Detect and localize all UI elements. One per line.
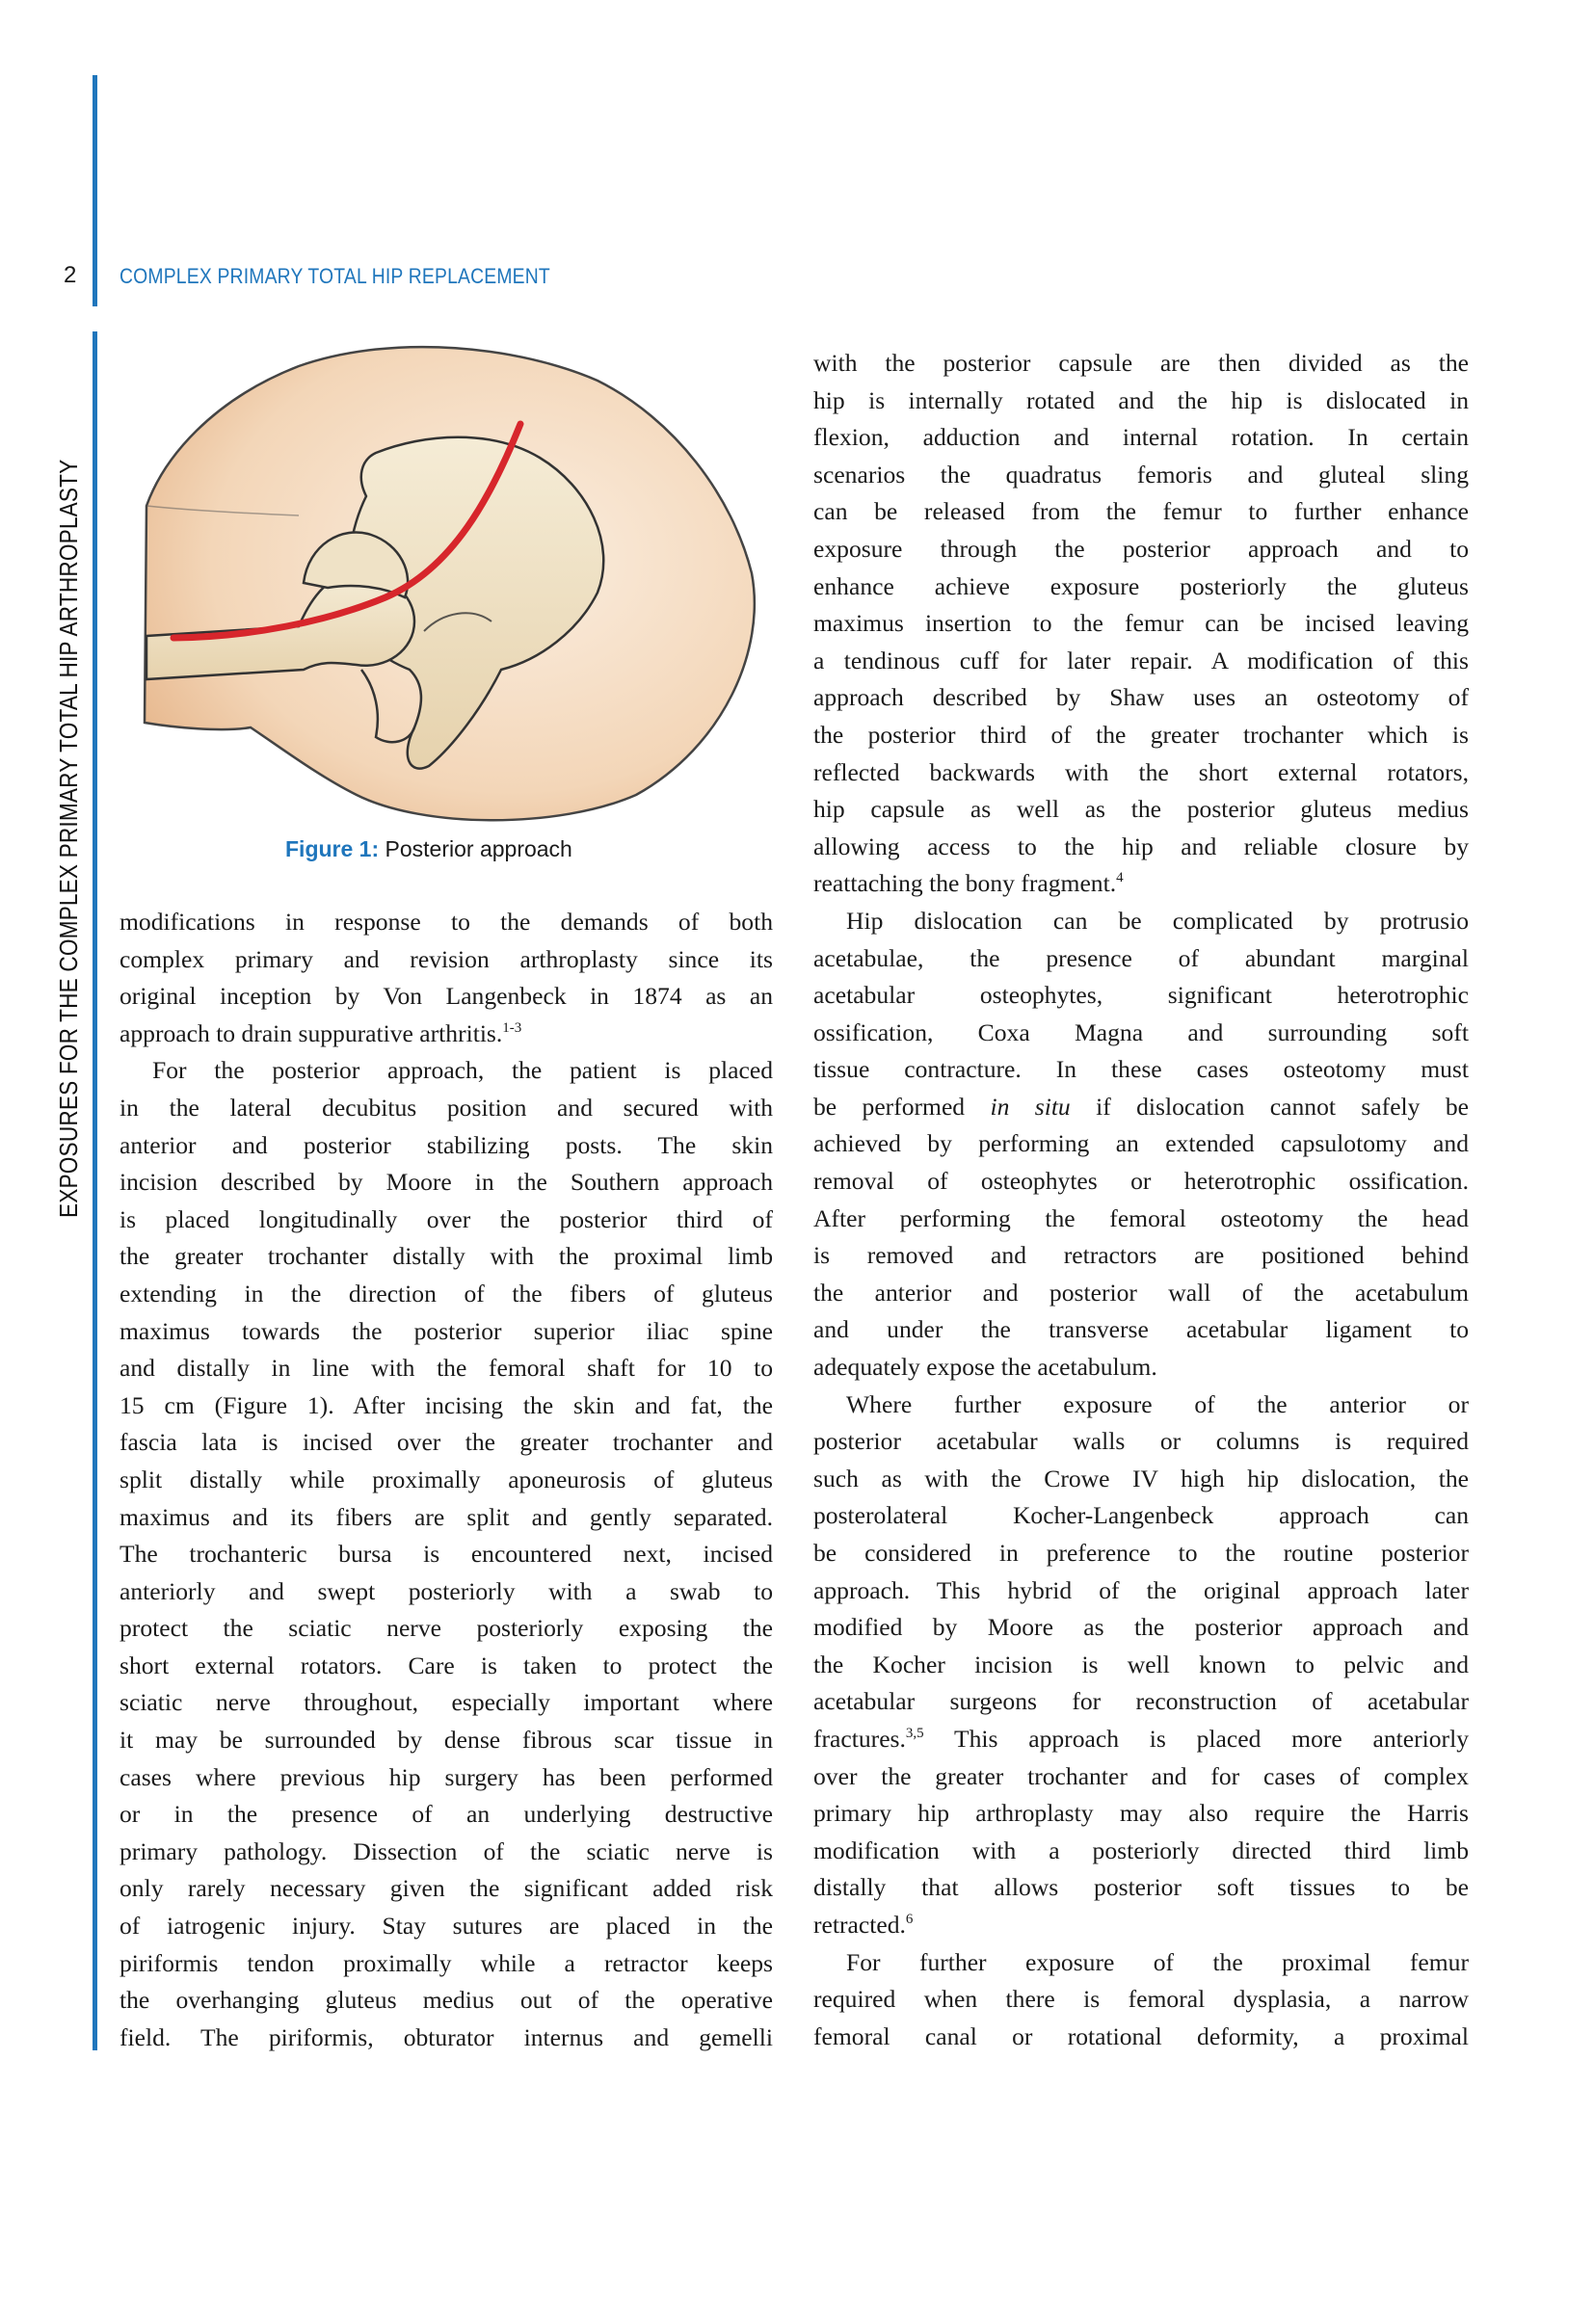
body-line: modifications in response to the demands of both (120, 908, 773, 936)
body-line: over the greater trochanter and for cases of complex (813, 1761, 1469, 1790)
body-line: removal of osteophytes or heterotrophic ossification. (813, 1167, 1469, 1196)
body-line: femoral canal or rotational deformity, a proximal (813, 2021, 1469, 2050)
citation-ref: 6 (905, 1911, 914, 1927)
page-number: 2 (64, 262, 77, 288)
body-line: For further exposure of the proximal femur (846, 1947, 1469, 1976)
body-line: sciatic nerve throughout, especially important where (120, 1688, 773, 1717)
body-line: with the posterior capsule are then divided as the (813, 349, 1469, 377)
body-line: fractures.$^{3,5}$ This approach is placed more anteriorly (813, 1724, 1469, 1753)
body-line: acetabular surgeons for reconstruction of acetabular (813, 1687, 1469, 1716)
body-line: adequately expose the acetabulum. (813, 1353, 1157, 1382)
body-line: the Kocher incision is well known to pelvic and (813, 1650, 1469, 1678)
body-line: achieved by performing an extended capsulotomy and (813, 1129, 1469, 1158)
body-line: only rarely necessary given the significant added risk (120, 1874, 773, 1903)
body-line: and under the transverse acetabular ligament to (813, 1315, 1469, 1344)
italic-term: in situ (990, 1092, 1071, 1121)
figure-caption (285, 836, 572, 862)
body-line: is placed longitudinally over the posterior third of (120, 1204, 773, 1233)
body-line: retracted.$^6$ (813, 1910, 914, 1939)
body-line: reflected backwards with the short external rotators, (813, 757, 1469, 786)
body-line: primary pathology. Dissection of the sciatic nerve is (120, 1836, 773, 1865)
body-line: cases where previous hip surgery has been performed (120, 1762, 773, 1791)
body-line: protect the sciatic nerve posteriorly exposing the (120, 1614, 773, 1643)
body-line: acetabulae, the presence of abundant marginal (813, 943, 1469, 972)
body-line: can be released from the femur to further enhance (813, 497, 1469, 526)
body-line: or in the presence of an underlying destructive (120, 1800, 773, 1829)
body-line: original inception by Von Langenbeck in 1874 as an (120, 982, 773, 1011)
body-line: distally that allows posterior soft tissues to be (813, 1873, 1469, 1902)
body-line: short external rotators. Care is taken to protect the (120, 1651, 773, 1679)
body-line: primary hip arthroplasty may also require the Harris (813, 1799, 1469, 1828)
body-line: anteriorly and swept posteriorly with a swab to (120, 1576, 773, 1605)
body-line: maximus insertion to the femur can be incised leaving (813, 609, 1469, 638)
body-line: scenarios the quadratus femoris and gluteal sling (813, 460, 1469, 489)
margin-rule-top (93, 75, 97, 306)
right-column (813, 345, 1469, 2055)
body-line: anterior and posterior stabilizing posts. The skin (120, 1130, 773, 1159)
body-line: split distally while proximally aponeurosis of gluteus (120, 1465, 773, 1493)
body-line: posterior acetabular walls or columns is required (813, 1427, 1469, 1456)
body-line: the posterior third of the greater trochanter which is (813, 720, 1469, 749)
body-line: maximus and its fibers are split and gently separated. (120, 1502, 773, 1531)
body-line: 15 cm (Figure 1). After incising the skin and fat, the (120, 1390, 773, 1419)
body-line: piriformis tendon proximally while a retractor keeps (120, 1948, 773, 1977)
body-line: reattaching the bony fragment.$^4$ (813, 869, 1124, 898)
body-line: of iatrogenic injury. Stay sutures are placed in the (120, 1912, 773, 1941)
body-line: acetabular osteophytes, significant heterotrophic (813, 981, 1469, 1010)
figure-caption-label: Figure 1: (285, 836, 380, 861)
body-line: be performed in situ if dislocation cannot safely be (813, 1092, 1469, 1121)
body-line: ossification, Coxa Magna and surrounding soft (813, 1017, 1469, 1046)
body-line: in the lateral decubitus position and secured with (120, 1093, 773, 1122)
running-title: COMPLEX PRIMARY TOTAL HIP REPLACEMENT (120, 264, 550, 288)
body-line: tissue contracture. In these cases osteotomy must (813, 1055, 1469, 1084)
body-line: approach. This hybrid of the original approach later (813, 1575, 1469, 1604)
body-line: modification with a posteriorly directed third limb (813, 1835, 1469, 1864)
margin-rule (93, 331, 97, 2050)
body-line: Where further exposure of the anterior or (846, 1389, 1469, 1418)
body-line: enhance achieve exposure posteriorly the gluteus (813, 571, 1469, 600)
citation-ref: 3,5 (905, 1725, 924, 1741)
body-line: The trochanteric bursa is encountered next, incised (120, 1540, 773, 1569)
body-line: field. The piriformis, obturator internus and gemelli (120, 2022, 773, 2051)
body-line: the greater trochanter distally with the proximal limb (120, 1242, 773, 1271)
body-line: complex primary and revision arthroplasty since its (120, 944, 773, 973)
body-line: required when there is femoral dysplasia, a narrow (813, 1985, 1469, 2014)
body-line: exposure through the posterior approach and to (813, 534, 1469, 563)
citation-ref: 1-3 (502, 1019, 522, 1036)
body-line: flexion, adduction and internal rotation. In certain (813, 423, 1469, 452)
body-line: a tendinous cuff for later repair. A modification of this (813, 646, 1469, 674)
body-line: After performing the femoral osteotomy the head (813, 1203, 1469, 1232)
body-line: such as with the Crowe IV high hip dislocation, the (813, 1464, 1469, 1492)
body-line: extending in the direction of the fibers of gluteus (120, 1279, 773, 1307)
body-line: posterolateral Kocher-Langenbeck approach can (813, 1501, 1469, 1530)
body-line: is removed and retractors are positioned behind (813, 1241, 1469, 1270)
body-line: Hip dislocation can be complicated by protrusio (846, 906, 1469, 935)
body-line: approach to drain suppurative arthritis.$^{1-3}$ (120, 1018, 522, 1047)
side-chapter-title (54, 346, 84, 1218)
body-line: allowing access to the hip and reliable closure by (813, 832, 1469, 860)
body-line: For the posterior approach, the patient is placed (152, 1056, 773, 1085)
hip-illustration (135, 342, 771, 833)
body-line: and distally in line with the femoral shaft for 10 to (120, 1354, 773, 1383)
side-chapter-title-text: EXPOSURES FOR THE COMPLEX PRIMARY TOTAL HIP ARTHROPLASTY (54, 459, 83, 1218)
figure-posterior-approach (135, 342, 771, 833)
body-line: the anterior and posterior wall of the acetabulum (813, 1278, 1469, 1307)
body-line: it may be surrounded by dense fibrous scar tissue in (120, 1726, 773, 1755)
body-line: modified by Moore as the posterior approach and (813, 1613, 1469, 1642)
body-line: maximus towards the posterior superior iliac spine (120, 1316, 773, 1345)
body-line: hip is internally rotated and the hip is dislocated in (813, 385, 1469, 414)
body-line: hip capsule as well as the posterior gluteus medius (813, 795, 1469, 824)
left-column (120, 904, 773, 2056)
citation-ref: 4 (1116, 870, 1124, 886)
body-line: the overhanging gluteus medius out of the operative (120, 1986, 773, 2015)
figure-caption-text: Posterior approach (379, 836, 572, 861)
body-line: incision described by Moore in the Southern approach (120, 1168, 773, 1197)
body-line: approach described by Shaw uses an osteotomy of (813, 683, 1469, 712)
body-line: be considered in preference to the routine posterior (813, 1539, 1469, 1567)
body-line: fascia lata is incised over the greater trochanter and (120, 1428, 773, 1457)
